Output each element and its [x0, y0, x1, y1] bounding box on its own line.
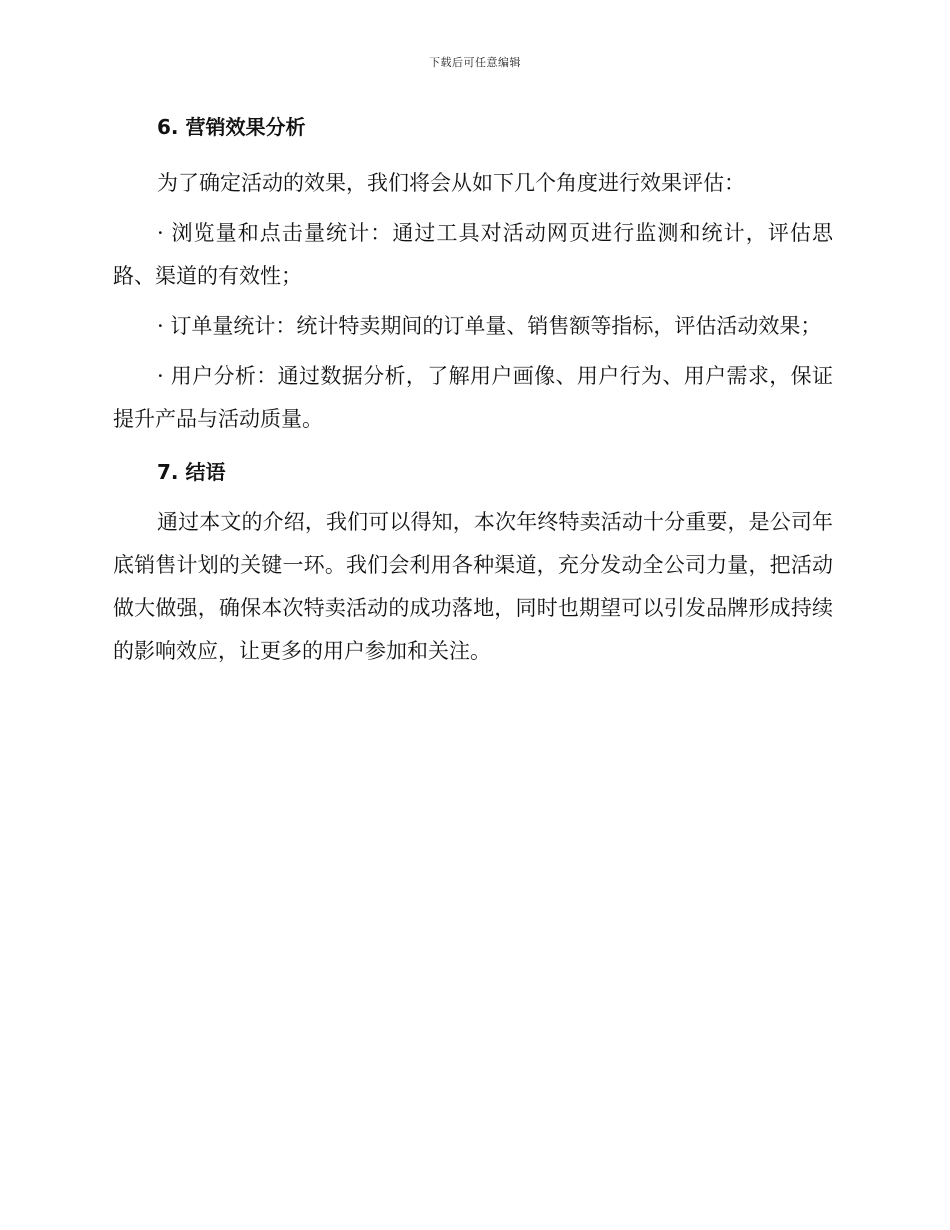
bullet-user-analysis: · 用户分析：通过数据分析，了解用户画像、用户行为、用户需求，保证提升产品与活动质量。: [113, 364, 833, 431]
section-7-heading: 7. 结语: [157, 460, 226, 484]
section-6-heading: 6. 营销效果分析: [157, 115, 306, 139]
page-header: 下载后可任意编辑: [429, 56, 521, 69]
section-6-intro: 为了确定活动的效果，我们将会从如下几个角度进行效果评估：: [157, 171, 745, 195]
conclusion-paragraph: 通过本文的介绍，我们可以得知，本次年终特卖活动十分重要，是公司年底销售计划的关键一环。我们会利用各种渠道，充分发动全公司力量，把活动做大做强，确保本次特卖活动的成功落地，同时也期望可以引发品牌形成持续的影响效应，让更多的用户参加和关注。: [113, 510, 833, 663]
bullet-order-stats: · 订单量统计：统计特卖期间的订单量、销售额等指标，评估活动效果；: [157, 314, 822, 338]
document-body: [113, 108, 833, 680]
bullet-pageviews-clicks: · 浏览量和点击量统计：通过工具对活动网页进行监测和统计，评估思路、渠道的有效性；: [113, 221, 833, 288]
